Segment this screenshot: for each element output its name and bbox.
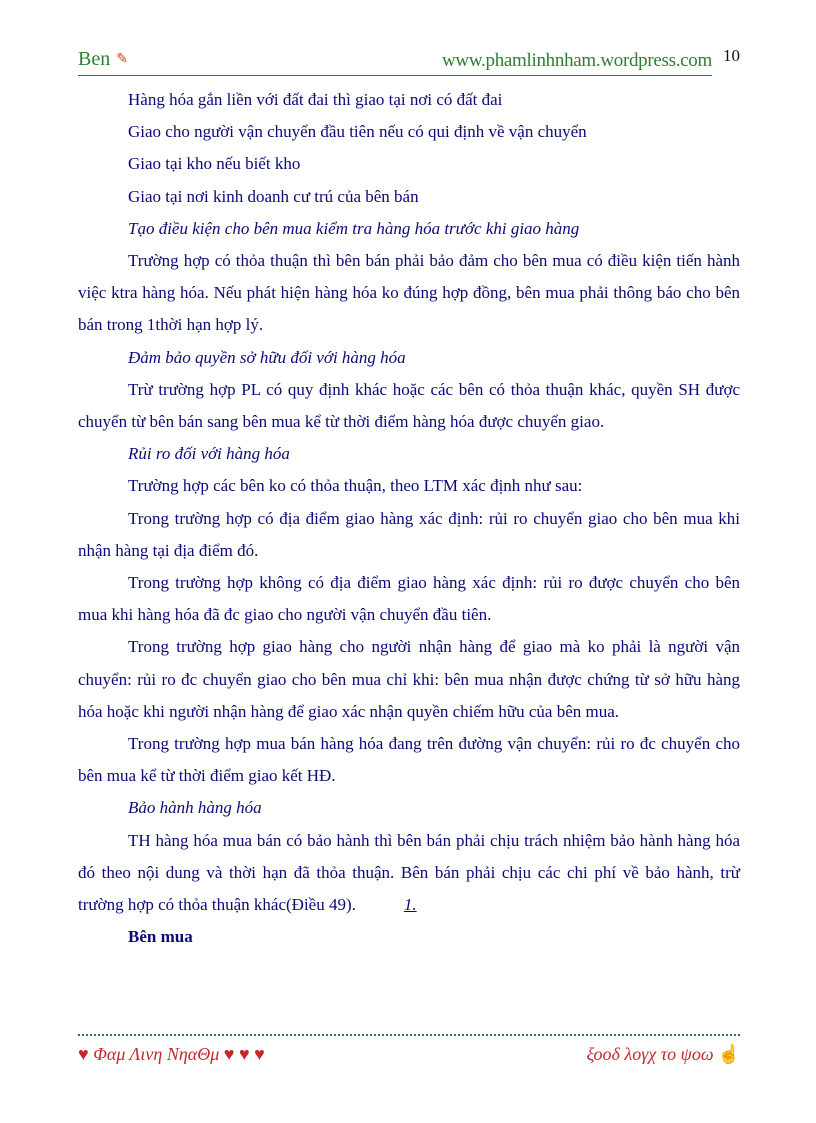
paragraph-text: TH hàng hóa mua bán có bảo hành thì bên bán phải chịu trách nhiệm bảo hành hàng hóa đó theo nội dung và thời hạn đã thỏa thuận. Bên bán phải chịu các chi phí về bảo hành, trừ trường hợp có thỏa thuận khác(Điều 49). (78, 830, 740, 915)
section-heading: Đảm bảo quyền sở hữu đối với hàng hóa (128, 347, 406, 367)
footer-motto: ξοοδ λογχ το ψοω (586, 1044, 714, 1064)
heart-icon: ♥ ♥ ♥ (223, 1044, 265, 1064)
section-heading: Bên mua (128, 927, 193, 947)
paragraph: Trong trường hợp mua bán hàng hóa đang trên đường vận chuyển: rủi ro đc chuyển cho bên mua kể từ thời điểm giao kết HĐ. (78, 734, 740, 786)
list-item: Giao cho người vận chuyển đầu tiên nếu có qui định về vận chuyển (128, 122, 587, 142)
header-left (78, 48, 128, 71)
page-number: 10 (723, 46, 740, 65)
footer-author: Φαμ Λινη ΝηαΘμ (93, 1044, 220, 1064)
heart-icon: ♥ (78, 1044, 89, 1064)
header-rule (78, 75, 712, 76)
paragraph: Trong trường hợp có địa điểm giao hàng xác định: rủi ro chuyển giao cho bên mua khi nhận hàng tại địa điểm đó. (78, 508, 740, 560)
paragraph: Trường hợp có thỏa thuận thì bên bán phải bảo đảm cho bên mua có điều kiện tiến hành việc ktra hàng hóa. Nếu phát hiện hàng hóa ko đúng hợp đồng, bên mua phải thông báo cho bên bán trong 1thời hạn hợp lý. (78, 251, 740, 335)
section-heading: Tạo điều kiện cho bên mua kiểm tra hàng hóa trước khi giao hàng (128, 218, 580, 238)
footer-right (587, 1044, 740, 1065)
paragraph: Trừ trường hợp PL có quy định khác hoặc các bên có thỏa thuận khác, quyền SH được chuyển từ bên bán sang bên mua kể từ thời điểm hàng hóa được chuyển giao. (78, 379, 740, 432)
hand-pointing-icon: ☝ (717, 1044, 740, 1064)
page-header (78, 48, 740, 78)
list-item: Giao tại kho nếu biết kho (128, 154, 301, 174)
list-item: Hàng hóa gắn liền với đất đai thì giao tại nơi có đất đai (128, 90, 503, 109)
footer-left (78, 1044, 265, 1065)
section-heading: Bảo hành hàng hóa (128, 798, 262, 818)
page-footer (78, 1044, 740, 1070)
paragraph: Trong trường hợp giao hàng cho người nhận hàng để giao mà ko phải là người vận chuyển: rủi ro đc chuyển giao cho bên mua chỉ khi: bên mua nhận được chứng từ sở hữu hàng hóa hoặc khi người nhận hàng để giao xác nhận quyền chiếm hữu của bên mua. (78, 637, 740, 721)
list-item: Giao tại nơi kinh doanh cư trú của bên bán (128, 186, 419, 206)
document-body (78, 84, 740, 953)
paragraph: Trường hợp các bên ko có thỏa thuận, theo LTM xác định như sau: (128, 476, 583, 496)
paragraph (78, 825, 740, 922)
section-heading: Rủi ro đối với hàng hóa (128, 444, 290, 464)
footer-rule (78, 1034, 740, 1036)
site-url[interactable]: www.phamlinhnham.wordpress.com (442, 50, 712, 71)
footnote-link[interactable]: 1. (403, 895, 417, 915)
paragraph: Trong trường hợp không có địa điểm giao hàng xác định: rủi ro được chuyển cho bên mua khi hàng hóa đã đc giao cho người vận chuyển đầu tiên. (78, 573, 740, 625)
pencil-icon: ✎ (116, 52, 128, 67)
header-title: Ben (78, 48, 111, 70)
